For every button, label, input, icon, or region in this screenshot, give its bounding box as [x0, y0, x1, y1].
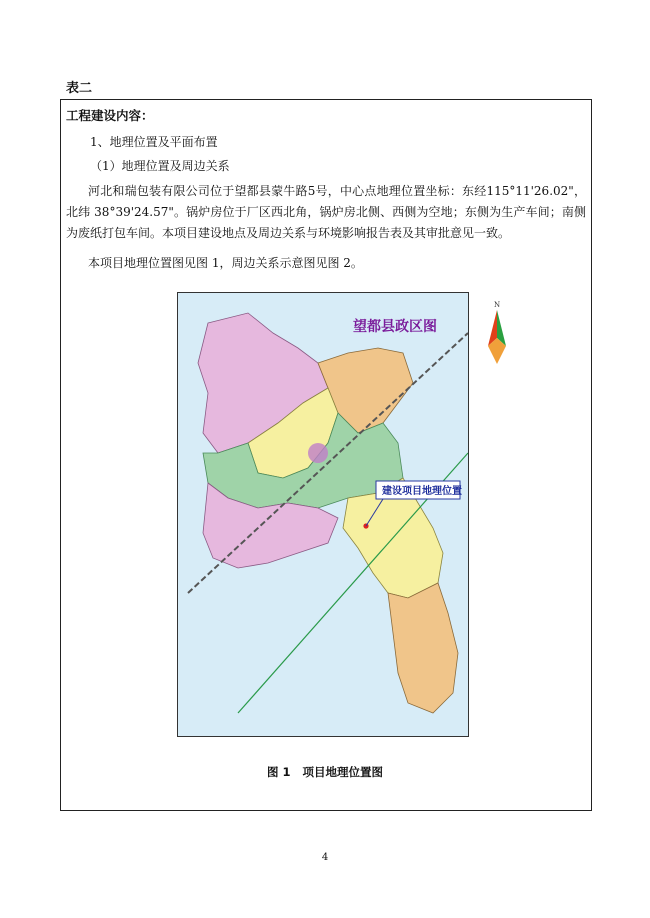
county-map-graphic	[178, 293, 468, 736]
heading-location-layout: 1、地理位置及平面布置	[90, 135, 218, 149]
table-label: 表二	[66, 81, 93, 96]
figure-title: 项目地理位置图	[302, 765, 383, 779]
county-map	[177, 292, 469, 737]
heading-geo-position: （1）地理位置及周边关系	[90, 159, 230, 173]
paragraph-figure-reference: 本项目地理位置图见图 1，周边关系示意图见图 2。	[88, 256, 363, 270]
figure-caption	[0, 764, 650, 780]
paragraph-location-description: 河北和瑞包装有限公司位于望都县蒙牛路5号，中心点地理位置坐标：东经115°11'26.02"，北纬 38°39'24.57"。锅炉房位于厂区西北角，锅炉房北侧、西侧为空地；东侧为生产车间；南侧为废纸打包车间。本项目建设地点及周边关系与环境影响报告表及其审批意见一致。	[66, 184, 586, 240]
svg-text:N: N	[494, 301, 501, 309]
figure-number: 图 1	[266, 765, 291, 779]
north-arrow-icon	[478, 298, 516, 368]
map-callout: 建设项目地理位置	[382, 486, 462, 497]
page-number: 4	[321, 852, 329, 863]
section-title: 工程建设内容：	[66, 108, 154, 123]
map-title: 望都县政区图	[353, 319, 437, 335]
